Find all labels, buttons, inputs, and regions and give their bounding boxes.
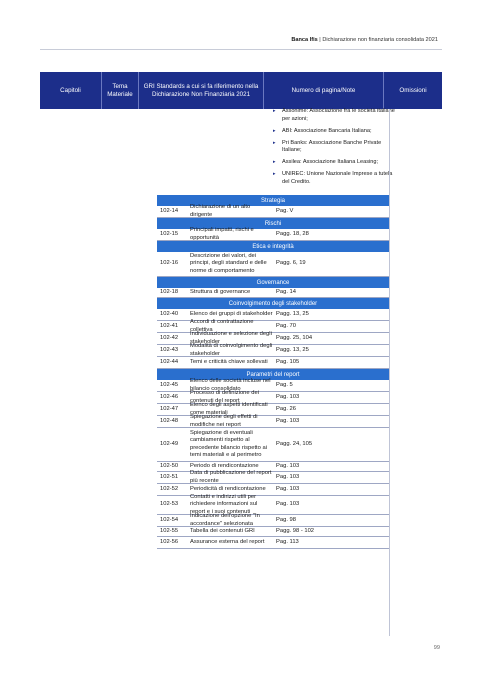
page-number: 99 bbox=[433, 645, 440, 651]
disclosure-title: Contatti e indirizzi utili per richiedere informazioni sul report e i suoi contenuti bbox=[190, 494, 258, 515]
disclosure-title: Indicazione dell'opzione "In accordance" selezionata bbox=[190, 513, 260, 527]
page-reference: Pagg. 25, 104 bbox=[276, 334, 313, 341]
section-header: Rischi bbox=[157, 218, 389, 229]
table-row bbox=[157, 472, 389, 484]
table-row bbox=[157, 537, 389, 549]
table-row bbox=[157, 252, 389, 277]
page-reference: Pag. 103 bbox=[276, 485, 300, 492]
disclosure-title: Data di pubblicazione del report più recente bbox=[190, 470, 272, 484]
list-item: ▸ Pri Banks: Associazione Banche Private Italiane; bbox=[273, 140, 398, 155]
page-reference: Pag. 103 bbox=[276, 417, 300, 424]
section-header: Etica e integrità bbox=[157, 241, 389, 252]
gri-table-body bbox=[157, 195, 389, 549]
col-header-pagina: Numero di pagina/Note bbox=[264, 72, 384, 109]
gri-code: 102-51 bbox=[160, 473, 179, 480]
page-reference: Pag. 103 bbox=[276, 462, 300, 469]
page-reference: Pag. 70 bbox=[276, 322, 296, 329]
col-header-omissioni: Omissioni bbox=[399, 86, 427, 94]
header-brand: Banca Ifis bbox=[291, 37, 318, 43]
disclosure-title: Processo di definizione dei contenuti del report bbox=[190, 390, 259, 404]
page-reference: Pag. 98 bbox=[276, 516, 296, 523]
gri-code: 102-43 bbox=[160, 346, 179, 353]
disclosure-title: Principali impatti, rischi e opportunità bbox=[190, 227, 254, 241]
column-divider bbox=[389, 109, 390, 636]
section-header: Strategia bbox=[157, 195, 389, 206]
table-row bbox=[157, 206, 389, 218]
table-row bbox=[157, 416, 389, 428]
page-reference: Pagg. 24, 105 bbox=[276, 440, 313, 447]
page-reference: Pagg. 13, 25 bbox=[276, 310, 309, 317]
page-reference: Pag. 14 bbox=[276, 288, 296, 295]
associations-list bbox=[273, 108, 398, 191]
gri-code: 102-41 bbox=[160, 322, 179, 329]
page-reference: Pag. 26 bbox=[276, 405, 296, 412]
list-item: ▸ UNIREC: Unione Nazionale Imprese a tutela del Credito. bbox=[273, 171, 398, 186]
table-row bbox=[157, 229, 389, 241]
gri-code: 102-14 bbox=[160, 207, 179, 214]
col-header-tema: Tema Materiale bbox=[102, 72, 139, 109]
list-item: ▸ Assilea: Associazione Italiana Leasing; bbox=[273, 159, 398, 167]
disclosure-title: Temi e criticità chiave sollevati bbox=[190, 358, 268, 365]
page-reference: Pagg. 18, 28 bbox=[276, 230, 309, 237]
disclosure-title: Periodicità di rendicontazione bbox=[190, 485, 266, 492]
page-reference: Pag. 103 bbox=[276, 473, 300, 480]
gri-code: 102-45 bbox=[160, 381, 179, 388]
table-row bbox=[157, 527, 389, 537]
list-item: ▸ Assonime: Associazione fra le società italiane per azioni; bbox=[273, 108, 398, 123]
gri-code: 102-54 bbox=[160, 516, 179, 523]
page-reference: Pagg. 6, 19 bbox=[276, 260, 306, 267]
page-reference: Pag. 105 bbox=[276, 358, 300, 365]
col-header-gri: GRI Standards a cui si fa riferimento nella Dichiarazione Non Finanziaria 2021 bbox=[139, 72, 264, 109]
disclosure-title: Spiegazione degli effetti di modifiche nei report bbox=[190, 414, 258, 428]
list-item: ▸ ABI: Associazione Bancaria Italiana; bbox=[273, 128, 398, 136]
table-row bbox=[157, 288, 389, 298]
gri-code: 102-40 bbox=[160, 310, 179, 317]
page-reference: Pagg. 13, 25 bbox=[276, 346, 309, 353]
table-row bbox=[157, 515, 389, 527]
gri-code: 102-56 bbox=[160, 538, 179, 545]
header-title: Dichiarazione non finanziaria consolidata 2021 bbox=[322, 37, 438, 43]
table-row bbox=[157, 428, 389, 462]
disclosure-title: Elenco degli aspetti identificati come materiali bbox=[190, 402, 268, 416]
disclosure-title: Descrizione dei valori, dei principi, degli standard e delle norme di comportamento bbox=[190, 253, 267, 274]
page-header bbox=[291, 37, 438, 43]
gri-code: 102-46 bbox=[160, 393, 179, 400]
table-row bbox=[157, 496, 389, 515]
header-divider bbox=[40, 49, 442, 50]
disclosure-title: Struttura di governance bbox=[190, 288, 251, 295]
section-header: Governance bbox=[157, 277, 389, 288]
disclosure-title: Assurance esterna del report bbox=[190, 538, 265, 545]
disclosure-title: Elenco delle società incluse nel bilancio consolidato bbox=[190, 378, 271, 392]
page-reference: Pagg. 98 - 102 bbox=[276, 527, 315, 534]
gri-code: 102-15 bbox=[160, 230, 179, 237]
gri-code: 102-47 bbox=[160, 405, 179, 412]
gri-code: 102-42 bbox=[160, 334, 179, 341]
gri-code: 102-49 bbox=[160, 440, 179, 447]
gri-code: 102-16 bbox=[160, 260, 179, 267]
gri-code: 102-50 bbox=[160, 462, 179, 469]
disclosure-title: Individuazione e selezione degli stakeholder bbox=[190, 331, 272, 345]
header-separator: | bbox=[317, 37, 323, 43]
gri-code: 102-55 bbox=[160, 527, 179, 534]
disclosure-title: Spiegazione di eventuali cambiamenti rispetto al precedente bilancio rispetto ai temi materiali e al perimetro bbox=[190, 430, 268, 458]
disclosure-title: Accordi di contrattazione collettiva bbox=[190, 319, 254, 333]
disclosure-title: Dichiarazione di un alto dirigente bbox=[190, 204, 251, 218]
table-row bbox=[157, 345, 389, 357]
gri-code: 102-18 bbox=[160, 288, 179, 295]
disclosure-title: Modalità di coinvolgimento degli stakeholder bbox=[190, 343, 273, 357]
gri-code: 102-44 bbox=[160, 358, 179, 365]
section-header: Coinvolgimento degli stakeholder bbox=[157, 298, 389, 309]
page-reference: Pag. 5 bbox=[276, 381, 293, 388]
page-reference: Pag. V bbox=[276, 207, 294, 214]
section-header: Parametri del report bbox=[157, 369, 389, 380]
page-reference: Pag. 103 bbox=[276, 501, 300, 508]
table-row bbox=[157, 357, 389, 369]
gri-code: 102-53 bbox=[160, 501, 179, 508]
disclosure-title: Tabella dei contenuti GRI bbox=[190, 527, 255, 534]
gri-code: 102-52 bbox=[160, 485, 179, 492]
disclosure-title: Elenco dei gruppi di stakeholder bbox=[190, 310, 273, 317]
page-reference: Pag. 113 bbox=[276, 538, 299, 545]
page-reference: Pag. 103 bbox=[276, 393, 300, 400]
gri-code: 102-48 bbox=[160, 417, 179, 424]
table-header bbox=[40, 72, 442, 109]
col-header-capitoli: Capitoli bbox=[40, 72, 102, 109]
disclosure-title: Periodo di rendicontazione bbox=[190, 462, 259, 469]
